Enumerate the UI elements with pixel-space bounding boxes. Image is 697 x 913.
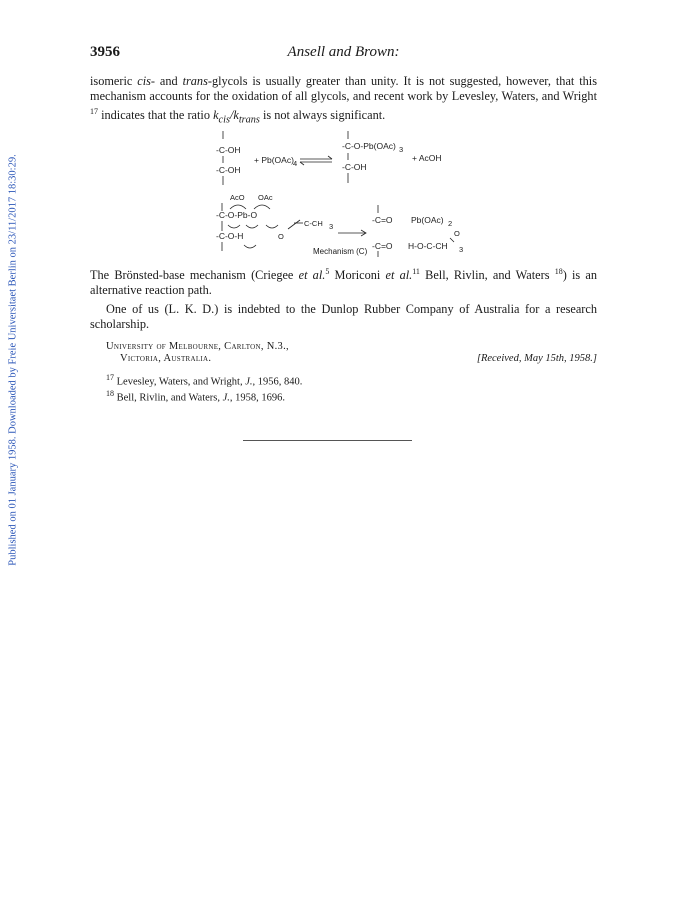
text: trans (238, 114, 260, 126)
electron-arrow (230, 205, 270, 209)
footnotes (106, 372, 302, 404)
footnote-number: 17 (106, 373, 114, 382)
text: is not always significant. (259, 108, 386, 123)
reaction-scheme (208, 125, 508, 257)
scheme-label: O (454, 229, 460, 238)
bond-line (288, 220, 300, 229)
footnote (106, 372, 302, 388)
scheme-label: -C-OH (216, 165, 241, 175)
reference-mark: 17 (90, 107, 98, 116)
text: glycols is usually greater than unity. It is not suggested, however, that this mechanism accounts for the oxidation of all glycols, and recent work by Levesley, Waters, and Wright (90, 74, 597, 103)
page-header (90, 44, 597, 64)
electron-arrow (244, 245, 256, 248)
scheme-caption: Mechanism (C) (313, 247, 368, 256)
end-rule (243, 440, 412, 441)
reference-mark: 11 (412, 267, 420, 276)
text: cis (218, 114, 230, 126)
scheme-label: -C-O-Pb-O (216, 210, 258, 220)
running-head: Ansell and Brown: (287, 44, 400, 60)
scheme-label: H-O-C-CH (408, 241, 448, 251)
text: J. (222, 392, 230, 404)
scheme-subscript: 3 (399, 145, 404, 154)
text: k (213, 108, 219, 123)
text: ) is an alternative reaction path. (90, 268, 597, 298)
acknowledgement-paragraph: One of us (L. K. D.) is indebted to the Dunlop Rubber Company of Australia for a research scholarship. (90, 302, 597, 331)
text: The Brönsted-base mechanism (Criegee (90, 268, 299, 283)
download-watermark (0, 120, 26, 600)
text: J. (245, 376, 253, 388)
text: Moriconi (329, 268, 386, 283)
address-line: University of Melbourne, Carlton, N.3., (106, 341, 289, 352)
scheme-label: -C-O-Pb(OAc) (342, 141, 396, 151)
scheme-label: -C=O (372, 241, 393, 251)
bond-line (450, 238, 454, 242)
arrow-head (300, 162, 304, 165)
text: trans- (182, 74, 212, 88)
download-watermark-text: Published on 01 January 1958. Downloaded by Freie Universitaet Berlin on 23/11/2017 18:30:29. (7, 154, 19, 566)
scheme-label: -C=O (372, 215, 393, 225)
scheme-subscript: 3 (329, 222, 334, 231)
text: , 1958, 1696. (229, 392, 286, 404)
scheme-label: -C-OH (342, 162, 367, 172)
author-address (106, 341, 289, 365)
text: Bell, Rivlin, and Waters (419, 268, 555, 283)
text: Levesley, Waters, and Wright, (114, 376, 246, 388)
scheme-label: OAc (258, 193, 273, 202)
scheme-label: Pb(OAc) (411, 215, 444, 225)
received-date: [Received, May 15th, 1958.] (476, 353, 597, 364)
address-line: Victoria, Australia. (120, 353, 212, 364)
text: et al. (298, 268, 326, 283)
scheme-label: AcO (230, 193, 245, 202)
text: cis- (137, 74, 156, 88)
reference-mark: 5 (325, 267, 330, 276)
scheme-subscript: 2 (448, 219, 453, 228)
scheme-label: -C-O-H (216, 231, 244, 241)
footnote-number: 18 (106, 389, 114, 398)
electron-arrow (228, 225, 278, 228)
scheme-label: O (278, 232, 284, 241)
scheme-label: -C-OH (216, 145, 241, 155)
page-number: 3956 (90, 44, 120, 60)
text: , 1956, 840. (252, 376, 303, 388)
text: /k (229, 108, 239, 123)
paragraph-2 (90, 264, 597, 298)
text: isomeric (90, 74, 138, 88)
scheme-subscript: 4 (293, 159, 298, 168)
scheme-label: + AcOH (412, 153, 442, 163)
scheme-subscript: 3 (459, 245, 464, 254)
text: Bell, Rivlin, and Waters, (114, 392, 223, 404)
scheme-label: + Pb(OAc) (254, 155, 294, 165)
scheme-label: C-CH (304, 219, 323, 228)
paragraph-1 (90, 74, 597, 128)
text: indicates that the ratio (98, 108, 214, 123)
text: and (155, 74, 183, 88)
arrow-head (328, 156, 332, 159)
reference-mark: 18 (554, 267, 563, 276)
footnote (106, 388, 302, 404)
text: et al. (385, 268, 413, 283)
